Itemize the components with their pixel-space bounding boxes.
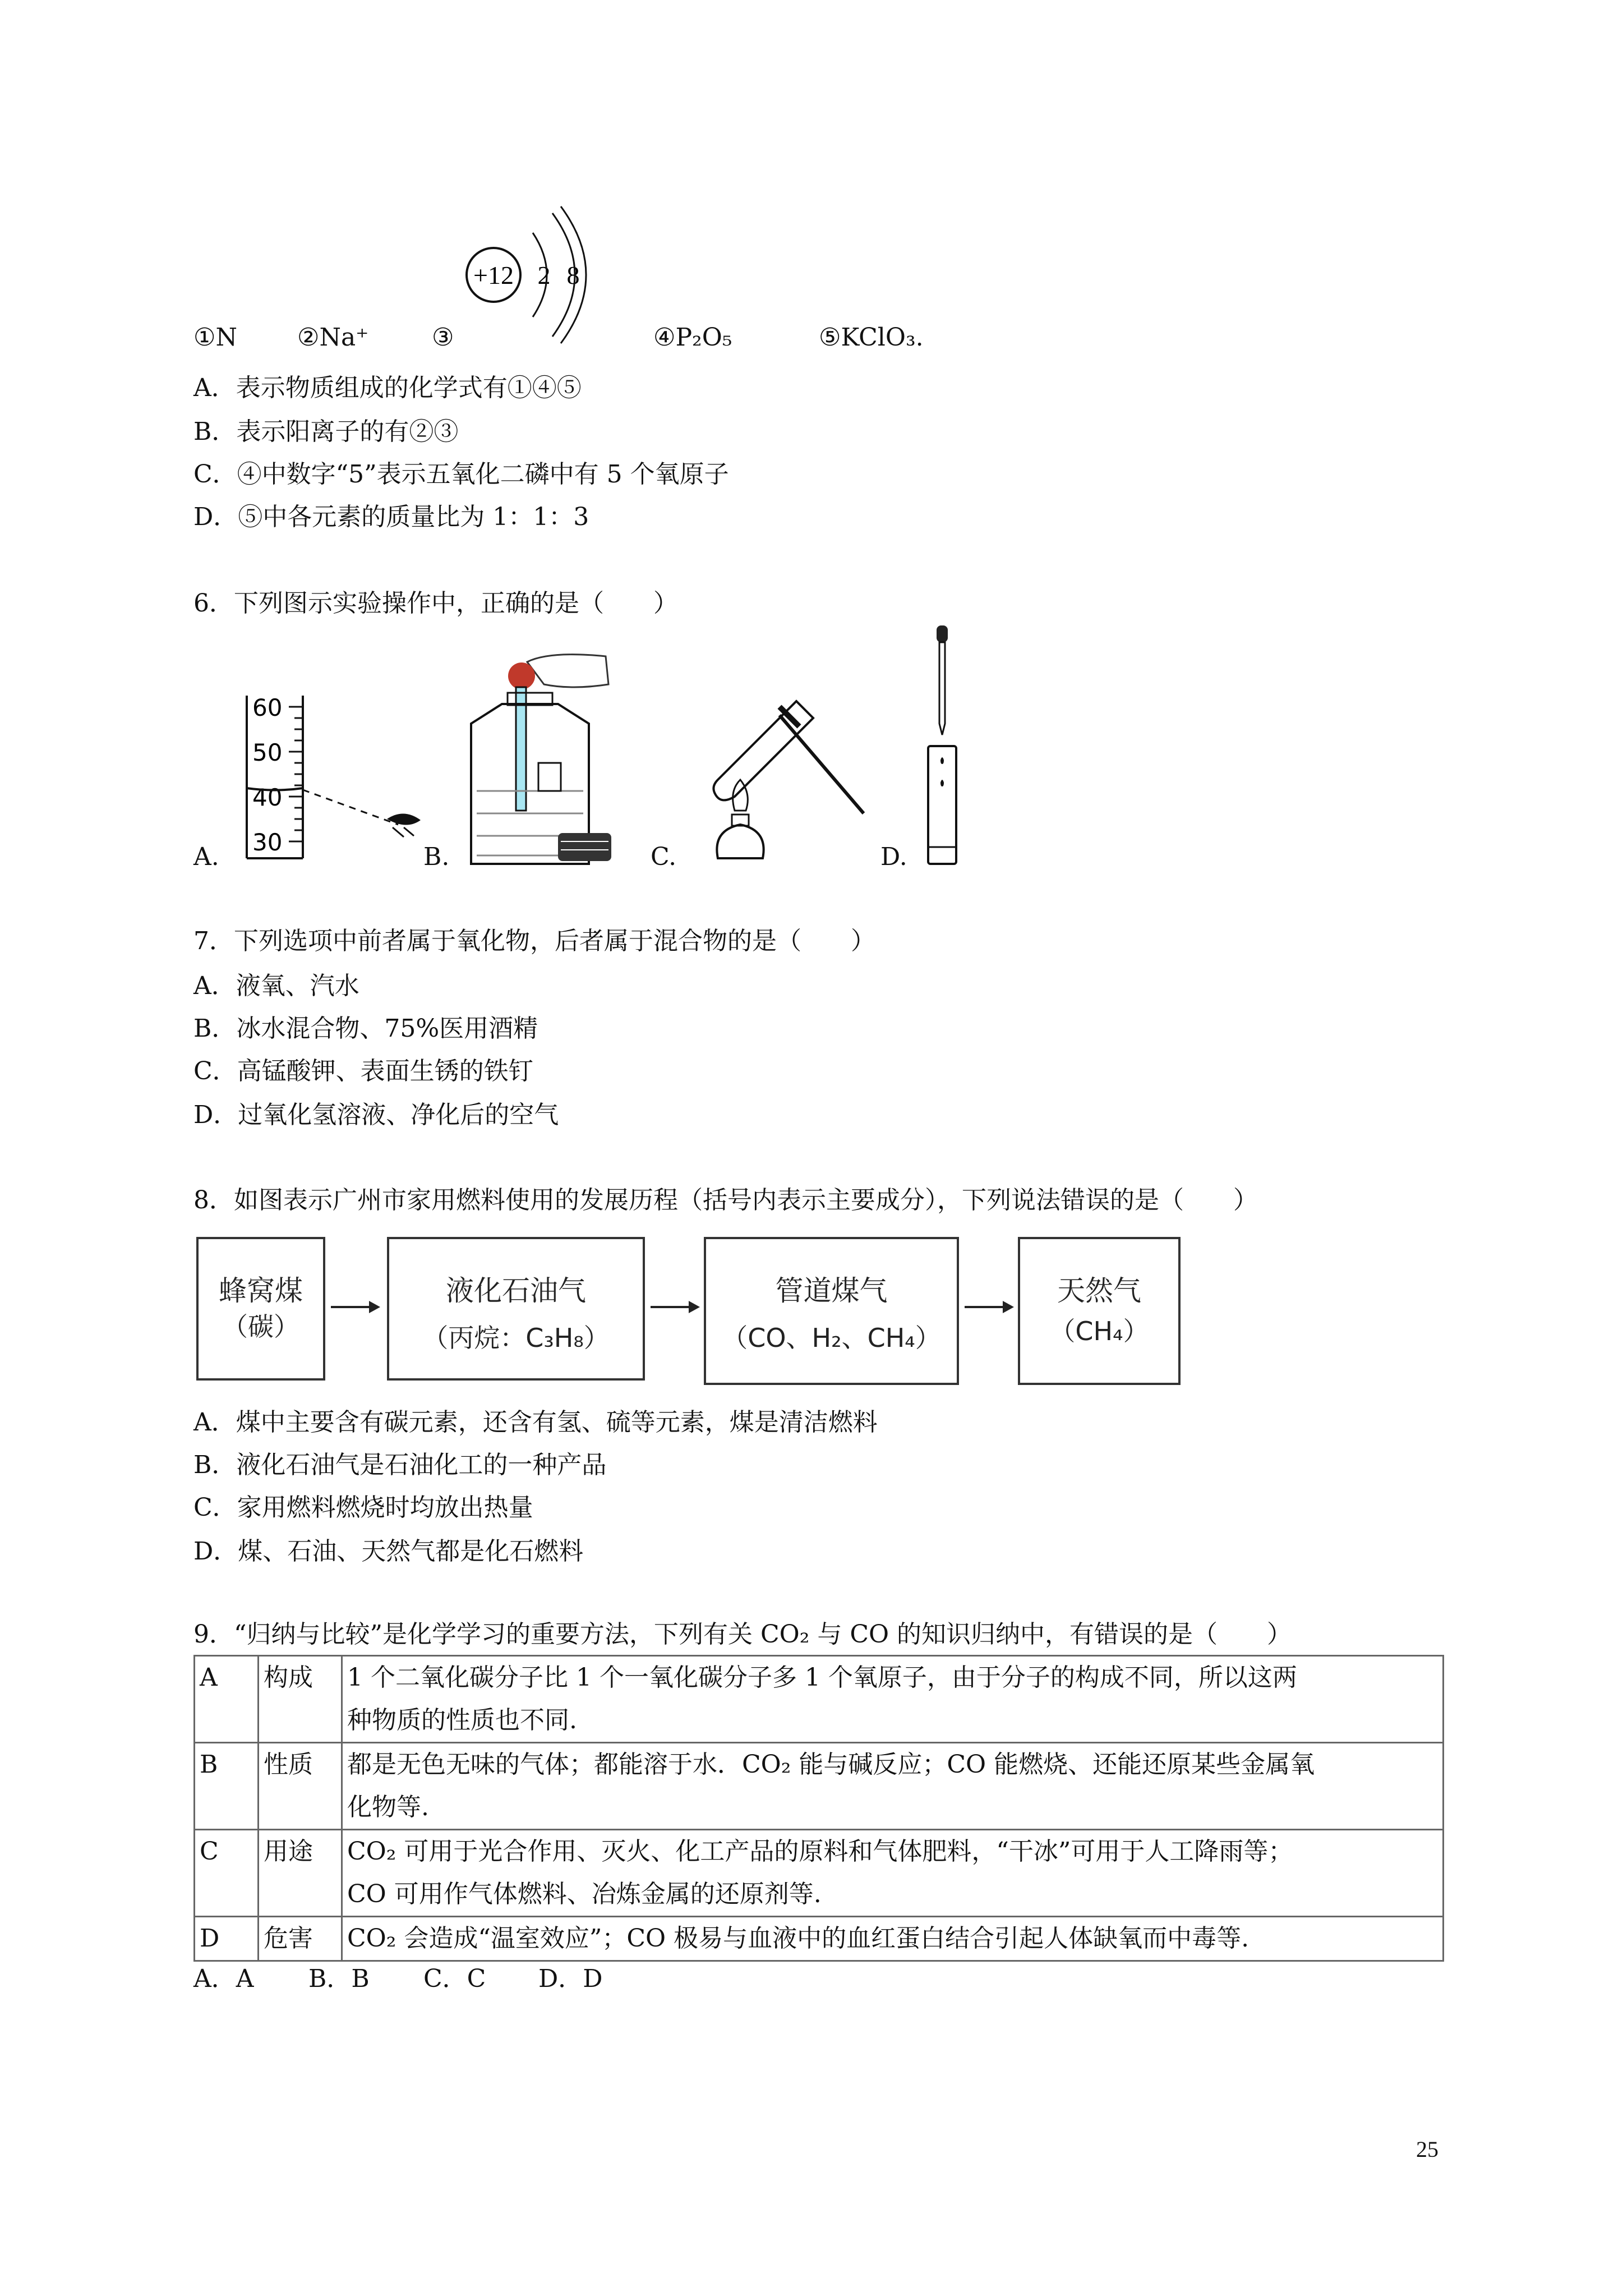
- q7-stem: 7．下列选项中前者属于氧化物，后者属于混合物的是（ ）: [193, 927, 875, 955]
- fuel-box-1-name: 蜂窝煤: [219, 1274, 303, 1307]
- q6-label-b: B.: [423, 843, 450, 871]
- hand-icon: [527, 655, 608, 687]
- rubber-bulb: [508, 662, 535, 689]
- q6-stem: 6．下列图示实验操作中，正确的是（ ）: [193, 589, 678, 618]
- q6-label-a: A.: [193, 843, 219, 871]
- fuel-box-4-name: 天然气: [1057, 1274, 1141, 1307]
- fuel-box-2: [387, 1237, 645, 1381]
- table-row: [195, 1830, 1444, 1917]
- q5-item-5: ⑤KClO₃.: [819, 323, 924, 352]
- row-content: [342, 1830, 1444, 1917]
- row-category: 性质: [259, 1743, 342, 1830]
- shell1-electrons: 2: [537, 261, 551, 289]
- q8-option-c: C．家用燃料燃烧时均放出热量: [193, 1493, 533, 1522]
- atom-structure-diagram: [449, 202, 617, 348]
- row-line: 都是无色无味的气体；都能溶于水．CO₂ 能与碱反应；CO 能燃烧、还能还原某些金属氧: [347, 1750, 1315, 1779]
- tick-label-60: 60: [252, 694, 283, 721]
- q7-option-d: D．过氧化氢溶液、净化后的空气: [193, 1101, 559, 1129]
- fuel-box-4: [1018, 1237, 1181, 1385]
- row-category: 危害: [259, 1917, 342, 1961]
- eye-icon: [387, 813, 421, 825]
- q8-option-a: A．煤中主要含有碳元素，还含有氢、硫等元素，煤是清洁燃料: [193, 1408, 878, 1437]
- arrow-icon: [965, 1299, 1015, 1315]
- q9-answer-d: D．D: [538, 1964, 603, 1993]
- fuel-box-4-comp: （CH₄）: [1049, 1316, 1149, 1346]
- tick-label-30: 30: [252, 829, 283, 856]
- q5-item-2: ②Na⁺: [297, 323, 369, 352]
- q6-figure-d-dropper-tube: [920, 623, 965, 869]
- arrow-icon: [651, 1299, 701, 1315]
- row-key: C: [195, 1830, 259, 1917]
- nucleus-charge: +12: [473, 261, 514, 289]
- fuel-box-2-name: 液化石油气: [446, 1274, 586, 1307]
- q5-option-a: A．表示物质组成的化学式有①④⑤: [193, 374, 582, 402]
- fuel-box-1: [196, 1237, 325, 1381]
- q5-item-4: ④P₂O₅: [653, 323, 732, 352]
- row-line: CO 可用作气体燃料、冶炼金属的还原剂等.: [347, 1880, 822, 1908]
- table-row: [195, 1743, 1444, 1830]
- fuel-box-3-comp: （CO、H₂、CH₄）: [722, 1323, 941, 1353]
- row-key: D: [195, 1917, 259, 1961]
- q6-figure-b-stopper: [555, 827, 617, 867]
- q9-answer-b: B．B: [308, 1964, 370, 1993]
- arrow-icon: [331, 1299, 381, 1315]
- q8-option-b: B．液化石油气是石油化工的一种产品: [193, 1451, 607, 1479]
- row-line: 1 个二氧化碳分子比 1 个一氧化碳分子多 1 个氧原子，由于分子的构成不同，所以这两: [347, 1663, 1297, 1692]
- fuel-box-1-comp: （碳）: [222, 1312, 299, 1342]
- row-category: 用途: [259, 1830, 342, 1917]
- row-key: B: [195, 1743, 259, 1830]
- fuel-box-3-name: 管道煤气: [775, 1274, 888, 1307]
- tick-label-40: 40: [252, 784, 283, 811]
- table-row: [195, 1917, 1444, 1961]
- page-number: 25: [1416, 2137, 1438, 2162]
- row-line: CO₂ 可用于光合作用、灭火、化工产品的原料和气体肥料，“干冰”可用于人工降雨等；: [347, 1837, 1293, 1866]
- row-content: [342, 1917, 1444, 1961]
- shell2-electrons: 8: [566, 261, 580, 289]
- q9-answer-c: C．C: [423, 1964, 486, 1993]
- q5-item-3: ③: [432, 323, 454, 352]
- q7-option-a: A．液氧、汽水: [193, 972, 359, 1000]
- row-line: 化物等.: [347, 1793, 429, 1821]
- q9-answer-a: A．A: [193, 1964, 254, 1993]
- fuel-box-3: [704, 1237, 959, 1385]
- q6-label-d: D.: [880, 843, 907, 871]
- q6-label-c: C.: [651, 843, 677, 871]
- q5-item-1: ①N: [193, 323, 237, 352]
- table-row: [195, 1656, 1444, 1743]
- tick-label-50: 50: [252, 739, 283, 766]
- q8-option-d: D．煤、石油、天然气都是化石燃料: [193, 1537, 584, 1566]
- q6-figure-c-heating-test-tube: [695, 690, 875, 875]
- row-line: 种物质的性质也不同.: [347, 1706, 577, 1734]
- q8-stem: 8．如图表示广州市家用燃料使用的发展历程（括号内表示主要成分），下列说法错误的是（ ）: [193, 1186, 1258, 1214]
- fuel-box-2-comp: （丙烷：C₃H₈）: [422, 1323, 610, 1353]
- q9-comparison-table: [193, 1655, 1444, 1962]
- row-category: 构成: [259, 1656, 342, 1743]
- row-key: A: [195, 1656, 259, 1743]
- q6-figure-a-cylinder-reading: [236, 690, 437, 869]
- row-content: [342, 1743, 1444, 1830]
- q5-option-c: C．④中数字“5”表示五氧化二磷中有 5 个氧原子: [193, 460, 729, 489]
- q5-option-b: B．表示阳离子的有②③: [193, 417, 459, 446]
- q9-stem: 9．“归纳与比较”是化学学习的重要方法，下列有关 CO₂ 与 CO 的知识归纳中，有错误的是（ ）: [193, 1620, 1292, 1649]
- row-content: [342, 1656, 1444, 1743]
- q7-option-c: C．高锰酸钾、表面生锈的铁钉: [193, 1057, 533, 1085]
- q5-option-d: D．⑤中各元素的质量比为 1：1：3: [193, 503, 589, 531]
- q7-option-b: B．冰水混合物、75%医用酒精: [193, 1014, 538, 1043]
- row-line: CO₂ 会造成“温室效应”；CO 极易与血液中的血红蛋白结合引起人体缺氧而中毒等.: [347, 1924, 1249, 1953]
